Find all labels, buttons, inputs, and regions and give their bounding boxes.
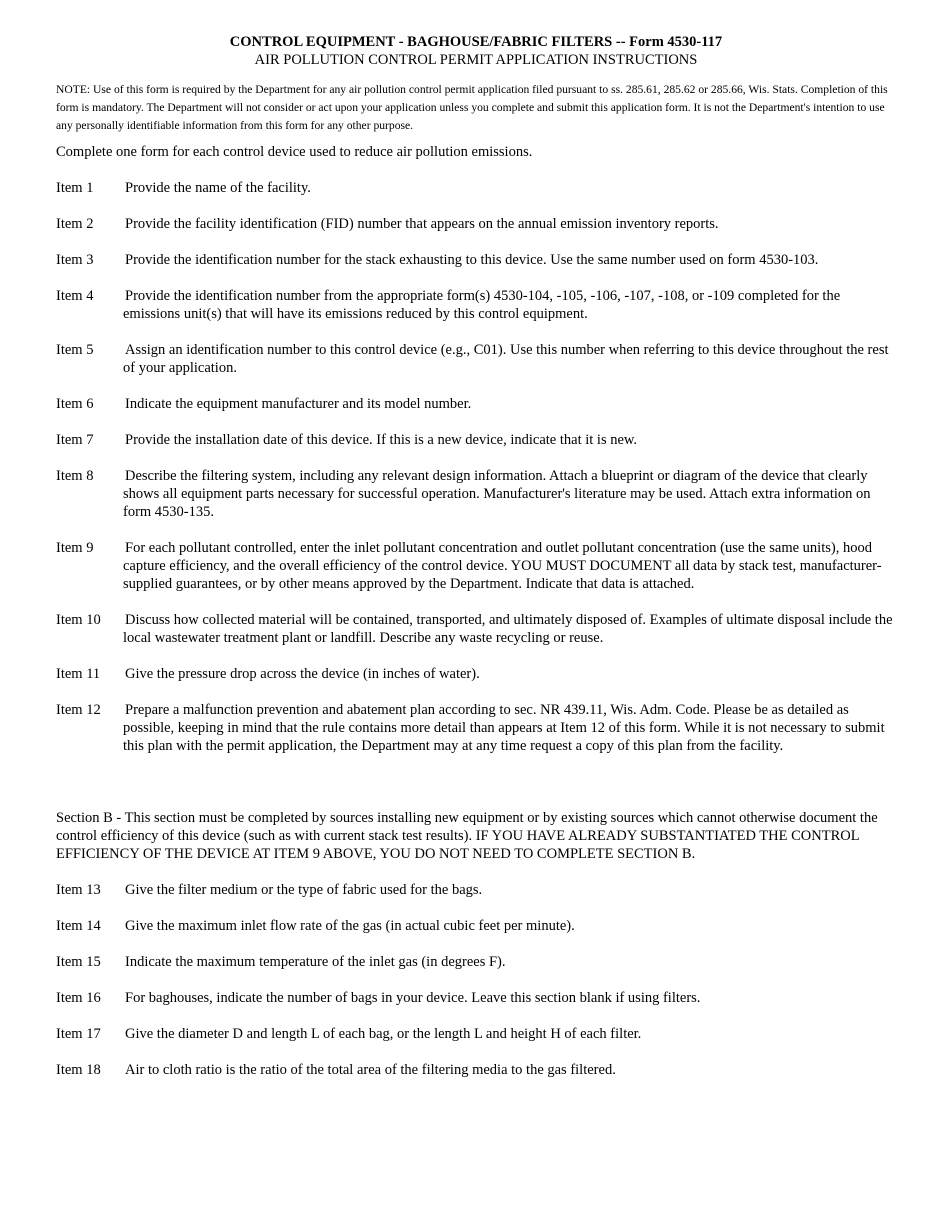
item-label: Item 1 [56,180,94,196]
item-text: Assign an identification number to this control device (e.g., C01). Use this number when referring to this device throughout the rest of your application. [123,342,889,376]
section-b-items [56,881,896,1079]
form-subtitle: AIR POLLUTION CONTROL PERMIT APPLICATION INSTRUCTIONS [254,52,698,68]
form-title: CONTROL EQUIPMENT - BAGHOUSE/FABRIC FILTERS -- Form 4530-117 [229,34,723,50]
item-5 [56,341,896,377]
item-18 [56,1061,896,1079]
item-10 [56,611,896,647]
item-text: Air to cloth ratio is the ratio of the total area of the filtering media to the gas filtered. [125,1062,616,1078]
item-8 [56,467,896,521]
item-label: Item 4 [56,288,94,304]
item-label: Item 18 [56,1062,101,1078]
item-4 [56,287,896,323]
item-1 [56,179,896,197]
instructions-page [56,33,896,1079]
item-label: Item 15 [56,954,101,970]
item-12 [56,701,896,755]
item-label: Item 17 [56,1026,101,1042]
item-text: Indicate the maximum temperature of the inlet gas (in degrees F). [125,954,506,970]
item-label: Item 14 [56,918,101,934]
item-label: Item 7 [56,432,94,448]
item-text: Provide the name of the facility. [125,180,311,196]
item-text: Provide the installation date of this device. If this is a new device, indicate that it is new. [125,432,638,448]
item-6 [56,395,896,413]
item-16 [56,989,896,1007]
item-11 [56,665,896,683]
item-text: Give the filter medium or the type of fabric used for the bags. [125,882,483,898]
item-text: Prepare a malfunction prevention and abatement plan according to sec. NR 439.11, Wis. Adm. Code. Please be as detailed as possible, keeping in mind that the rule contains more detail than appears at Item 12 of this form. While it is not necessary to submit this plan with the permit application, the Department may at any time request a copy of this plan from the facility. [123,702,885,754]
item-label: Item 16 [56,990,101,1006]
intro-text: Complete one form for each control device used to reduce air pollution emissions. [56,144,533,160]
item-17 [56,1025,896,1043]
item-15 [56,953,896,971]
item-label: Item 5 [56,342,94,358]
item-label: Item 12 [56,702,101,718]
item-text: For baghouses, indicate the number of bags in your device. Leave this section blank if using filters. [125,990,701,1006]
item-label: Item 8 [56,468,94,484]
item-text: Give the maximum inlet flow rate of the gas (in actual cubic feet per minute). [125,918,575,934]
section-a-items [56,179,896,755]
item-text: Give the pressure drop across the device (in inches of water). [125,666,480,682]
privacy-note: NOTE: Use of this form is required by the Department for any air pollution control permit application filed pursuant to ss. 285.61, 285.62 or 285.66, Wis. Stats. Completion of this form is mandatory. The Department will not consider or act upon your application unless you complete and submit this application form. It is not the Department's intention to use any personally identifiable information from this form for any other purpose. [56,83,888,132]
item-text: Give the diameter D and length L of each bag, or the length L and height H of each filter. [125,1026,642,1042]
item-label: Item 3 [56,252,94,268]
item-label: Item 9 [56,540,94,556]
item-text: Provide the identification number from the appropriate form(s) 4530-104, -105, -106, -107, -108, or -109 completed for the emissions unit(s) that will have its emissions reduced by this control equipment. [123,288,841,322]
item-label: Item 2 [56,216,94,232]
item-9 [56,539,896,593]
item-13 [56,881,896,899]
item-3 [56,251,896,269]
item-text: Discuss how collected material will be contained, transported, and ultimately disposed of. Examples of ultimate disposal include the local wastewater treatment plant or landfill. Describe any waste recycling or reuse. [123,612,893,646]
item-7 [56,431,896,449]
item-label: Item 10 [56,612,101,628]
form-header [56,33,896,69]
item-label: Item 13 [56,882,101,898]
item-text: Provide the identification number for the stack exhausting to this device. Use the same number used on form 4530-103. [125,252,819,268]
section-b-intro: Section B - This section must be completed by sources installing new equipment or by existing sources which cannot otherwise document the control efficiency of this device (such as with current stack test results). IF YOU HAVE ALREADY SUBSTANTIATED THE CONTROL EFFICIENCY OF THE DEVICE AT ITEM 9 ABOVE, YOU DO NOT NEED TO COMPLETE SECTION B. [56,810,878,862]
item-2 [56,215,896,233]
item-label: Item 6 [56,396,94,412]
item-text: For each pollutant controlled, enter the inlet pollutant concentration and outlet pollutant concentration (use the same units), hood capture efficiency, and the overall efficiency of the control device. YOU MUST DOCUMENT all data by stack test, manufacturer-supplied guarantees, or by other means approved by the Department. Indicate that data is attached. [123,540,882,592]
item-text: Describe the filtering system, including any relevant design information. Attach a blueprint or diagram of the device that clearly shows all equipment parts necessary for successful operation. Manufacturer's literature may be used. Attach extra information on form 4530-135. [123,468,871,520]
item-text: Indicate the equipment manufacturer and its model number. [125,396,472,412]
item-14 [56,917,896,935]
item-text: Provide the facility identification (FID) number that appears on the annual emission inventory reports. [125,216,719,232]
item-label: Item 11 [56,666,101,682]
